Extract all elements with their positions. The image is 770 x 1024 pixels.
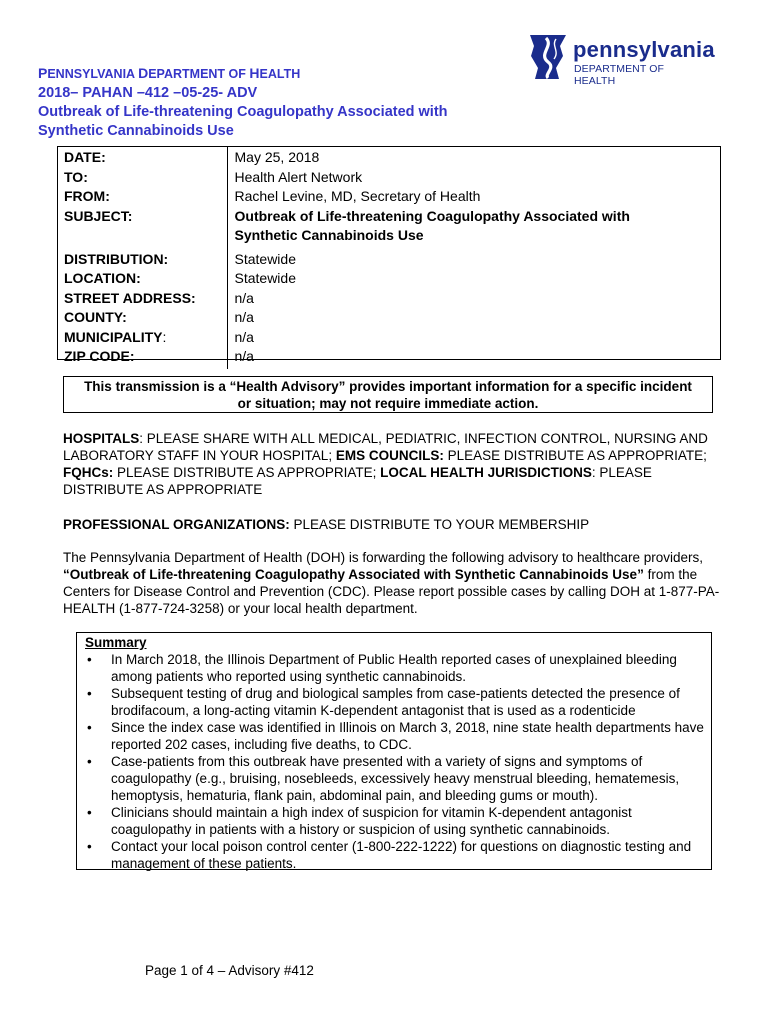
summary-item: • Case-patients from this outbreak have presented with a variety of signs and symptoms of coagulopathy (e.g., bruising, nosebleeds, excessively heavy menstrual bleeding, hematemesis, hemoptysis, hematuria, flank pain, abdominal pain, and bleeding gums or mouth). [87,754,680,803]
meta-row-zip: ZIP CODE: n/a [57,347,721,369]
metadata-table [57,146,721,369]
title-line-2: Synthetic Cannabinoids Use [38,123,234,139]
health-advisory-notice: This transmission is a “Health Advisory” provides important information for a specific incident or situation; may not require immediate action. [63,376,713,413]
professional-organizations: PROFESSIONAL ORGANIZATIONS: PLEASE DISTRIBUTE TO YOUR MEMBERSHIP [63,517,590,532]
intro-paragraph: The Pennsylvania Department of Health (DOH) is forwarding the following advisory to healthcare providers, “Outbreak of Life-threatening Coagulopathy Associated with Synthetic Cannabinoids Use” from the Centers for Disease Control and Prevention (CDC). Please report possible cases by calling DOH at 1-877-PA-HEALTH (1-877-724-3258) or your local health department. [63,550,720,616]
meta-row-subject: SUBJECT: Outbreak of Life-threatening Coagulopathy Associated with Synthetic Cannabinoids Use [57,207,721,246]
meta-subject-value: Outbreak of Life-threatening Coagulopathy Associated with Synthetic Cannabinoids Use [234,207,630,243]
meta-row-date: DATE: May 25, 2018 [57,146,721,168]
summary-item: • Clinicians should maintain a high index of suspicion for vitamin K-dependent antagonist coagulopathy in patients with a history or suspicion of using synthetic cannabinoids. [87,805,632,837]
summary-list [85,651,705,872]
summary-heading: Summary [85,635,147,650]
logo-wordmark: pennsylvania [573,37,715,62]
bullet-icon: • [87,652,92,667]
bullet-icon: • [87,720,92,735]
department-name: PENNSYLVANIA DEPARTMENT OF HEALTH [38,65,301,81]
meta-to-value: Health Alert Network [234,168,363,185]
document-header [38,64,538,141]
summary-box [76,632,712,870]
summary-item: • Subsequent testing of drug and biological samples from case-patients detected the presence of brodifacoum, a long-acting vitamin K-dependent antagonist that is used as a rodenticide [87,686,680,718]
meta-date-value: May 25, 2018 [234,149,320,165]
summary-item: • Contact your local poison control center (1-800-222-1222) for questions on diagnostic testing and management of these patients. [87,839,692,871]
bullet-icon: • [87,839,92,854]
advisory-code: 2018– PAHAN –412 –05-25- ADV [38,85,258,101]
meta-row-location: LOCATION: Statewide [57,269,721,289]
pa-health-logo [526,34,715,87]
meta-row-municipality: MUNICIPALITY: n/a [57,328,721,348]
distribution-instructions: HOSPITALS: PLEASE SHARE WITH ALL MEDICAL, PEDIATRIC, INFECTION CONTROL, NURSING AND LABORATORY STAFF IN YOUR HOSPITAL; EMS COUNCILS: PLEASE DISTRIBUTE AS APPROPRIATE; FQHCs: PLEASE DISTRIBUTE AS APPROPRIATE; LOCAL HEALTH JURISDICTIONS: PLEASE DISTRIBUTE AS APPROPRIATE [63,431,708,497]
bullet-icon: • [87,805,92,820]
page-footer: Page 1 of 4 – Advisory #412 [145,963,314,978]
summary-item: • Since the index case was identified in Illinois on March 3, 2018, nine state health departments have reported 202 cases, including five deaths, to CDC. [87,720,704,752]
meta-row-street: STREET ADDRESS: n/a [57,289,721,309]
logo-subtitle: DEPARTMENT OF HEALTH [574,63,664,87]
meta-from-value: Rachel Levine, MD, Secretary of Health [234,188,481,204]
meta-row-county: COUNTY: n/a [57,308,721,328]
meta-row-to: TO: Health Alert Network [57,168,721,188]
bullet-icon: • [87,754,92,769]
meta-row-from: FROM: Rachel Levine, MD, Secretary of Health [57,187,721,207]
title-line-1: Outbreak of Life-threatening Coagulopathy Associated with [38,104,448,120]
meta-row-distribution: DISTRIBUTION: Statewide [57,246,721,270]
summary-item: • In March 2018, the Illinois Department of Public Health reported cases of unexplained bleeding among patients who reported using synthetic cannabinoids. [87,652,677,684]
bullet-icon: • [87,686,92,701]
